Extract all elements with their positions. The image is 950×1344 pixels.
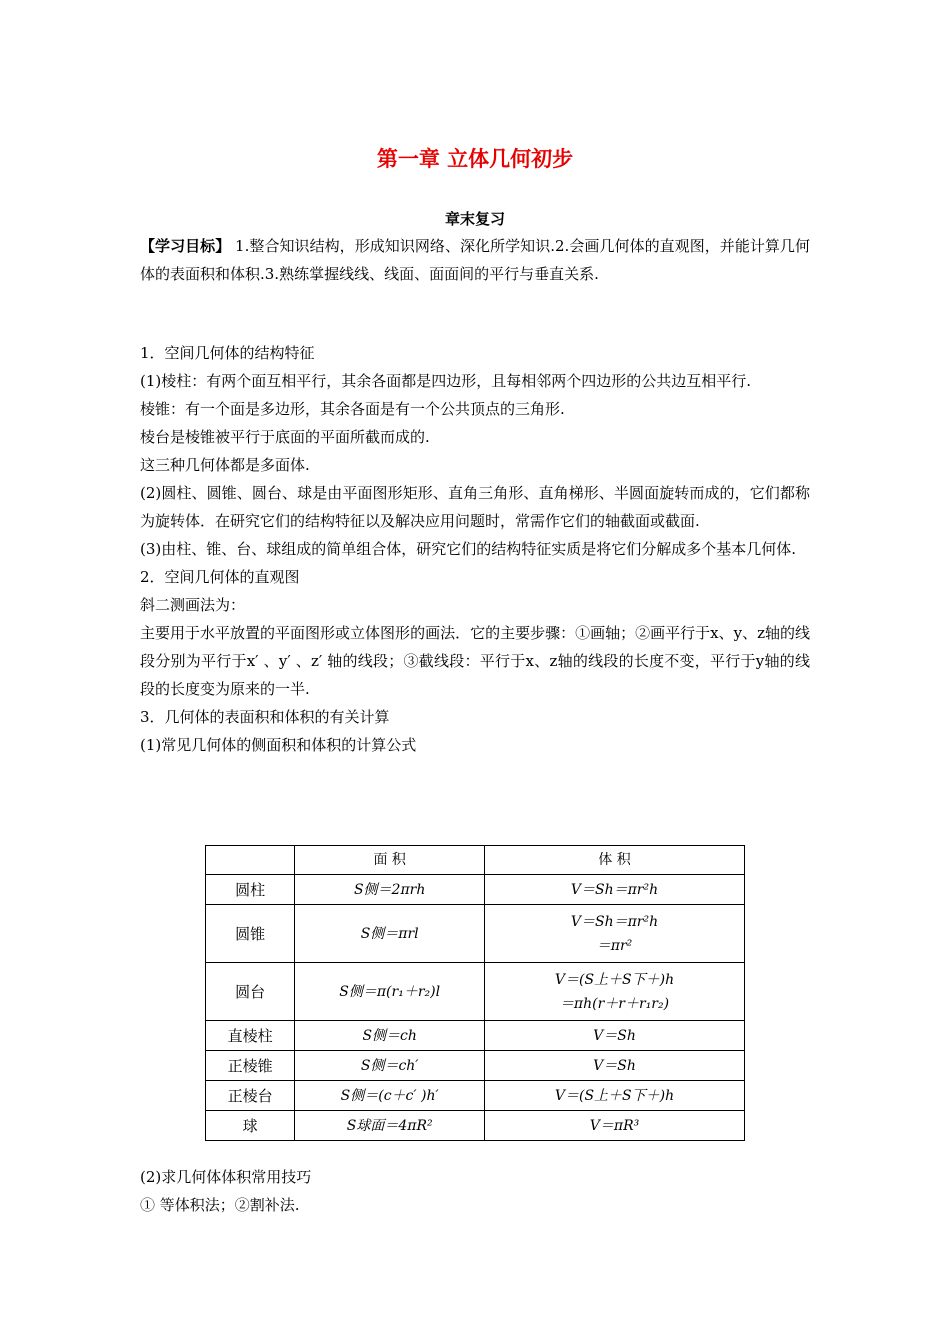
paragraph-formula-intro: (1)常见几何体的侧面积和体积的计算公式	[140, 736, 417, 754]
paragraph-drawing-steps: 主要用于水平放置的平面图形或立体图形的画法．它的主要步骤：①画轴；②画平行于x、y、z轴的线段分别为平行于x′ 、y′ 、z′ 轴的线段；③截线段：平行于x、z轴的线段的长度不变，平行于y轴的线段的长度变为原来的一半.	[140, 624, 810, 698]
solid-name: 正棱锥	[206, 1051, 295, 1081]
volume-line: V＝Sh＝πr²h	[570, 913, 659, 930]
table-row	[206, 963, 745, 1021]
table-header-cell	[206, 846, 295, 875]
volume-formula	[485, 875, 745, 905]
learning-objectives	[140, 232, 810, 288]
volume-techniques	[140, 1163, 810, 1219]
area-formula: S球面＝4πR²	[295, 1111, 485, 1141]
solid-name: 球	[206, 1111, 295, 1141]
volume-line: V＝(S上＋S下＋)h	[554, 1087, 675, 1104]
table-header-cell: 体 积	[485, 846, 745, 875]
solid-name: 圆柱	[206, 875, 295, 905]
heading-area-volume: 3．几何体的表面积和体积的有关计算	[140, 708, 390, 726]
solid-name: 直棱柱	[206, 1021, 295, 1051]
paragraph-oblique-method: 斜二测画法为：	[140, 596, 246, 614]
volume-formula	[485, 963, 745, 1021]
heading-volume-techniques: (2)求几何体体积常用技巧	[140, 1168, 312, 1186]
paragraph-pyramid: 棱锥：有一个面是多边形，其余各面是有一个公共顶点的三角形.	[140, 400, 565, 418]
volume-line: ＝πr²	[596, 937, 633, 954]
area-formula: S侧＝(c＋c′ )h′	[295, 1081, 485, 1111]
objectives-text: 1.整合知识结构，形成知识网络、深化所学知识.2.会画几何体的直观图，并能计算几何体的表面积和体积.3.熟练掌握线线、线面、面面间的平行与垂直关系.	[140, 237, 810, 283]
table-row	[206, 1081, 745, 1111]
chapter-title: 第一章 立体几何初步	[376, 147, 574, 171]
area-formula: S侧＝ch′	[295, 1051, 485, 1081]
area-formula: S侧＝2πrh	[295, 875, 485, 905]
formula-table	[205, 845, 745, 1141]
paragraph-prism: (1)棱柱：有两个面互相平行，其余各面都是四边形，且每相邻两个四边形的公共边互相平行.	[140, 372, 752, 390]
objectives-label: 【学习目标】	[140, 237, 231, 255]
volume-line: V＝πR³	[589, 1117, 640, 1134]
table-header-cell: 面 积	[295, 846, 485, 875]
solid-name: 圆台	[206, 963, 295, 1021]
area-formula: S侧＝π(r₁＋r₂)l	[295, 963, 485, 1021]
volume-formula	[485, 1111, 745, 1141]
table-row	[206, 1111, 745, 1141]
volume-line: V＝Sh	[593, 1027, 636, 1044]
heading-intuitive-drawing: 2．空间几何体的直观图	[140, 568, 300, 586]
volume-line: V＝Sh	[593, 1057, 636, 1074]
paragraph-polyhedra: 这三种几何体都是多面体.	[140, 456, 310, 474]
volume-formula	[485, 1051, 745, 1081]
paragraph-frustum: 棱台是棱锥被平行于底面的平面所截而成的.	[140, 428, 430, 446]
table-row	[206, 1051, 745, 1081]
solid-name: 正棱台	[206, 1081, 295, 1111]
table-header-row	[206, 846, 745, 875]
table-row	[206, 1021, 745, 1051]
paragraph-solids-of-revolution: (2)圆柱、圆锥、圆台、球是由平面图形矩形、直角三角形、直角梯形、半圆面旋转而成的，它们都称为旋转体．在研究它们的结构特征以及解决应用问题时，常需作它们的轴截面或截面.	[140, 484, 810, 530]
paragraph-techniques: ① 等体积法；②割补法.	[140, 1196, 300, 1214]
section-title: 章末复习	[444, 210, 505, 228]
heading-structure: 1．空间几何体的结构特征	[140, 344, 315, 362]
table-row	[206, 875, 745, 905]
volume-line: ＝πh(r＋r＋r₁r₂)	[559, 995, 670, 1012]
review-body	[140, 339, 810, 759]
paragraph-composite: (3)由柱、锥、台、球组成的简单组合体，研究它们的结构特征实质是将它们分解成多个基本几何体.	[140, 540, 797, 558]
area-formula: S侧＝πrl	[295, 905, 485, 963]
volume-line: V＝(S上＋S下＋)h	[554, 971, 675, 988]
table-row	[206, 905, 745, 963]
volume-formula	[485, 1081, 745, 1111]
solid-name: 圆锥	[206, 905, 295, 963]
area-formula: S侧＝ch	[295, 1021, 485, 1051]
volume-formula	[485, 905, 745, 963]
volume-formula	[485, 1021, 745, 1051]
volume-line: V＝Sh＝πr²h	[570, 881, 659, 898]
